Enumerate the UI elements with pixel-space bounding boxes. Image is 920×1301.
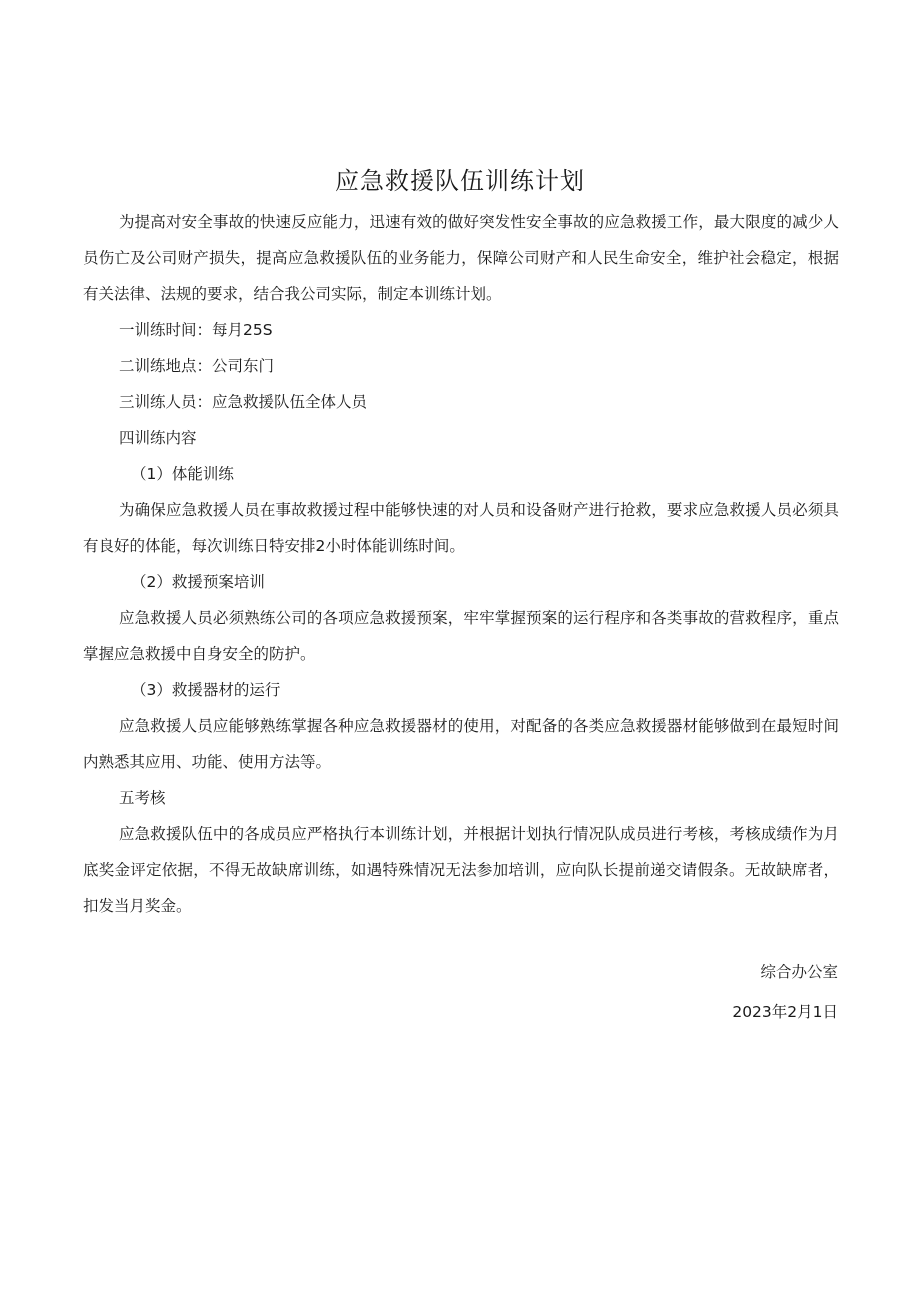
item3-paragraph: 应急救援人员应能够熟练掌握各种应急救援器材的使用，对配备的各类应急救援器材能够做到在最短时间内熟悉其应用、功能、使用方法等。 xyxy=(83,717,839,771)
item3-heading: （3）救援器材的运行 xyxy=(131,681,281,699)
item1-paragraph: 为确保应急救援人员在事故救援过程中能够快速的对人员和设备财产进行抢救，要求应急救援人员必须具有良好的体能，每次训练日特安排2小时体能训练时间。 xyxy=(83,501,839,555)
signature-organization: 综合办公室 xyxy=(760,963,838,981)
item2-heading: （2）救援预案培训 xyxy=(131,573,265,591)
training-time: 一训练时间：每月25S xyxy=(119,321,273,339)
training-content-heading: 四训练内容 xyxy=(119,429,197,447)
intro-paragraph: 为提高对安全事故的快速反应能力，迅速有效的做好突发性安全事故的应急救援工作，最大限度的减少人员伤亡及公司财产损失，提高应急救援队伍的业务能力，保障公司财产和人民生命安全，维护社会稳定，根据有关法律、法规的要求，结合我公司实际，制定本训练计划。 xyxy=(83,213,839,303)
document-title: 应急救援队伍训练计划 xyxy=(335,167,585,195)
training-personnel: 三训练人员：应急救援队伍全体人员 xyxy=(119,393,368,411)
signature-date: 2023年2月1日 xyxy=(732,1003,838,1021)
assessment-paragraph: 应急救援队伍中的各成员应严格执行本训练计划，并根据计划执行情况队成员进行考核，考核成绩作为月底奖金评定依据，不得无故缺席训练，如遇特殊情况无法参加培训，应向队长提前递交请假条。无故缺席者，扣发当月奖金。 xyxy=(83,825,839,915)
training-location: 二训练地点：公司东门 xyxy=(119,357,275,375)
item2-paragraph: 应急救援人员必须熟练公司的各项应急救援预案，牢牢掌握预案的运行程序和各类事故的营救程序，重点掌握应急救援中自身安全的防护。 xyxy=(83,609,839,663)
document-body xyxy=(83,204,839,924)
item1-heading: （1）体能训练 xyxy=(131,465,234,483)
assessment-heading: 五考核 xyxy=(119,789,166,807)
